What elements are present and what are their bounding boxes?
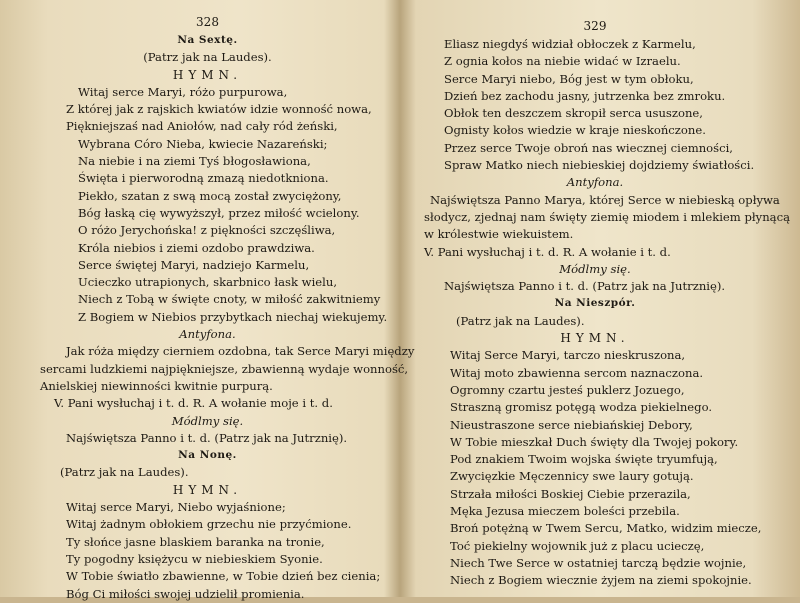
verse-line: Z Bogiem w Niebios przybytkach niechaj wiekujemy.	[78, 309, 388, 324]
antiphon-line: sercami ludzkiemi najpiękniejsze, zbawienną wydaje wonność,	[40, 361, 409, 376]
verse-line: Bóg Ci miłości swojej udzielił promienia.	[66, 586, 305, 601]
antiphon-title: Antyfona.	[566, 175, 624, 190]
section-note: (Patrz jak na Laudes).	[143, 50, 272, 65]
hymn-title: HYMN.	[560, 331, 630, 346]
verse-line: Króla niebios i ziemi ozdobo prawdziwa.	[78, 240, 315, 255]
antiphon-line: w królestwie wiekuistem.	[424, 227, 574, 242]
page-number: 329	[583, 19, 607, 33]
verse-line: W Tobie światło zbawienne, w Tobie dzień bez cienia;	[66, 569, 381, 584]
verse-line: Piękniejszaś nad Aniołów, nad cały ród żeński,	[66, 119, 338, 134]
verse-line: Pod znakiem Twoim wojska święte tryumfują,	[450, 452, 718, 467]
versicle: V. Pani wysłuchaj i t. d. R. A wołanie moje i t. d.	[54, 396, 333, 411]
prayer-text: Najświętsza Panno i t. d. (Patrz jak na Jutrznię).	[444, 279, 726, 294]
verse-line: Przez serce Twoje obroń nas wiecznej ciemności,	[444, 140, 733, 155]
verse-line: Niech z Tobą w święte cnoty, w miłość zakwitniemy	[78, 292, 381, 307]
section-heading: Na Sextę.	[177, 34, 238, 46]
versicle: V. Pani wysłuchaj i t. d. R. A wołanie i t. d.	[424, 244, 671, 259]
verse-line: Niech z Bogiem wiecznie żyjem na ziemi spokojnie.	[450, 573, 752, 588]
section-note: (Patrz jak na Laudes).	[456, 313, 585, 328]
verse-line: Toć piekielny wojownik już z placu ucieczę,	[450, 538, 705, 553]
verse-line: Z której jak z rajskich kwiatów idzie wonność nowa,	[66, 102, 372, 117]
verse-line: Straszną gromisz potęgą wodza piekielnego.	[450, 400, 713, 415]
verse-line: Ognisty kołos wiedzie w kraje nieskończone.	[444, 123, 706, 138]
verse-line: Serce świętej Maryi, nadziejo Karmelu,	[78, 257, 310, 272]
verse-line: Ty pogodny księżycu w niebieskiem Syonie.	[66, 551, 323, 566]
verse-line: Witaj żadnym obłokiem grzechu nie przyćmione.	[66, 517, 352, 532]
hymn-title: HYMN.	[172, 482, 243, 497]
verse-line: Z ognia kołos na niebie widać w Izraelu.	[444, 54, 681, 69]
antiphon-line: Anielskiej niewinności kwitnie purpurą.	[40, 378, 273, 393]
verse-line: Spraw Matko niech niebieskiej dojdziemy światłości.	[444, 158, 755, 173]
verse-line: Zwycięzkie Męczennicy swe laury gotują.	[450, 469, 694, 484]
section-note: (Patrz jak na Laudes).	[60, 465, 189, 480]
verse-line: Na niebie i na ziemi Tyś błogosławiona,	[78, 154, 311, 169]
verse-line: Obłok ten deszczem skropił serca ususzone,	[444, 106, 703, 121]
left-page	[30, 0, 415, 601]
verse-line: Święta i pierworodną zmazą niedotkniona.	[78, 171, 329, 186]
antiphon-title: Antyfona.	[179, 327, 236, 342]
page-number: 328	[196, 15, 219, 29]
prayer-text: Najświętsza Panno i t. d. (Patrz jak na Jutrznię).	[66, 430, 348, 445]
verse-line: Witaj moto zbawienna sercom naznaczona.	[450, 365, 704, 380]
verse-line: Serce Maryi niebo, Bóg jest w tym obłoku,	[444, 71, 694, 86]
verse-line: Eliasz niegdyś widział obłoczek z Karmelu,	[444, 37, 696, 51]
antiphon-line: Jak róża między cierniem ozdobna, tak Serce Maryi między	[66, 344, 415, 359]
verse-line: O różo Jerychońska! z piękności szczęśliwa,	[78, 223, 336, 238]
verse-line: Wybrana Córo Nieba, kwiecie Nazareński;	[78, 136, 328, 151]
verse-line: Męka Jezusa mieczem boleści przebila.	[450, 504, 680, 519]
hymn-title: HYMN.	[172, 67, 243, 82]
antiphon-line: słodycz, zjednaj nam święty ziemię miodem i mlekiem płynącą	[424, 209, 790, 224]
right-page	[420, 0, 790, 597]
verse-line: Ucieczko utrapionych, skarbnico łask wielu,	[78, 275, 338, 290]
verse-line: Witaj Serce Maryi, tarczo nieskruszona,	[450, 348, 686, 363]
verse-line: Strzała miłości Boskiej Ciebie przerazila,	[450, 486, 691, 501]
verse-line: Witaj serce Maryi, Niebo wyjaśnione;	[66, 500, 286, 515]
prayer-title: Módlmy się.	[171, 413, 244, 428]
verse-line: Piekło, szatan z swą mocą został zwyciężony,	[78, 188, 342, 203]
verse-line: Nieustraszone serce niebiańskiej Debory,	[450, 417, 693, 432]
verse-line: Witaj serce Maryi, różo purpurowa,	[78, 84, 288, 99]
verse-line: Ogromny czartu jesteś puklerz Jozuego,	[450, 382, 685, 397]
verse-line: Niech Twe Serce w ostatniej tarczą będzie wojnie,	[450, 555, 747, 570]
verse-line: Dzień bez zachodu jasny, jutrzenka bez zmroku.	[444, 88, 726, 103]
prayer-title: Módlmy się.	[559, 261, 631, 276]
antiphon-line: Najświętsza Panno Marya, której Serce w niebieską opływa	[430, 192, 780, 207]
verse-line: W Tobie mieszkał Duch święty dla Twojej pokory.	[450, 434, 739, 449]
verse-line: Broń potężną w Twem Sercu, Matko, widzim miecze,	[450, 521, 762, 536]
section-heading: Na Nonę.	[178, 449, 237, 462]
verse-line: Bóg łaską cię wywyższył, przez miłość wcielony.	[78, 205, 360, 220]
section-heading: Na Nieszpór.	[554, 297, 636, 310]
verse-line: Ty słońce jasne blaskiem baranka na tronie,	[66, 534, 325, 549]
